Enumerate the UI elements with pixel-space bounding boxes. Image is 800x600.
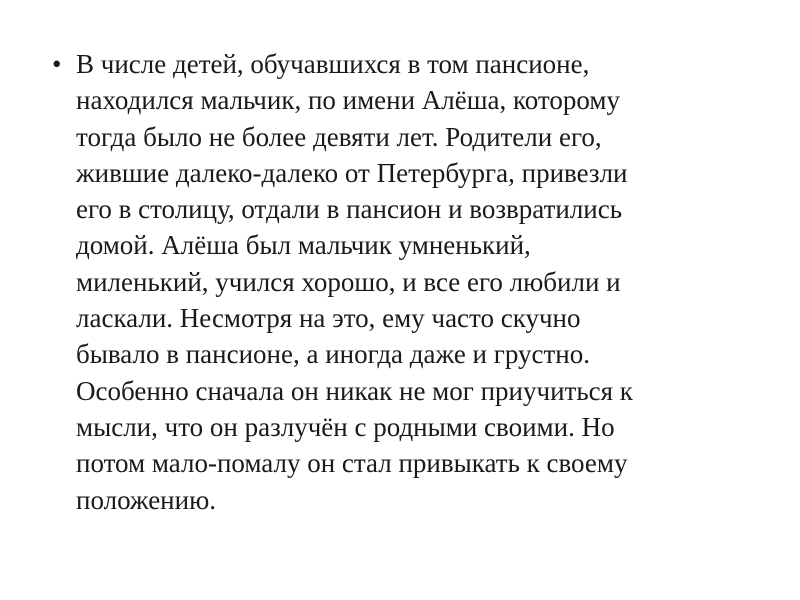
text-line: тогда было не более девяти лет. Родители его, <box>76 121 602 152</box>
text-line: бывало в пансионе, а иногда даже и грустно. <box>76 339 590 370</box>
text-line: жившие далеко-далеко от Петербурга, привезли <box>76 157 628 188</box>
text-line: миленький, учился хорошо, и все его любили и <box>76 266 621 297</box>
text-line: потом мало-помалу он стал привыкать к своему <box>76 448 628 479</box>
text-line: домой. Алёша был мальчик умненький, <box>76 230 531 261</box>
text-line: мысли, что он разлучён с родными своими. Но <box>76 411 615 442</box>
text-line: В числе детей, обучавшихся в том пансионе, <box>76 49 590 79</box>
bullet-item <box>52 46 752 518</box>
text-line: находился мальчик, по имени Алёша, которому <box>76 85 620 116</box>
text-line: Особенно сначала он никак не мог приучиться к <box>76 375 633 406</box>
text-line: ласкали. Несмотря на это, ему часто скучно <box>76 303 581 334</box>
bullet-marker: • <box>52 49 62 79</box>
text-line: положению. <box>76 484 216 515</box>
text-line: его в столицу, отдали в пансион и возвратились <box>76 194 623 225</box>
paragraph-text <box>76 46 752 518</box>
